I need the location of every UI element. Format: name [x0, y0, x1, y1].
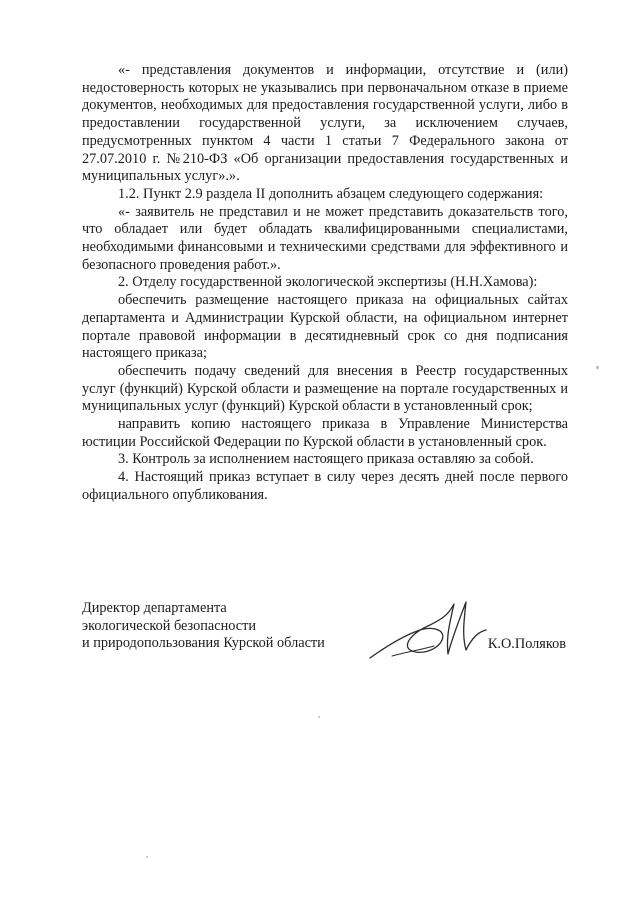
signatory-position — [82, 600, 325, 653]
paragraph-document-list: «- представления документов и информации, отсутствие и (или) недостоверность которых не указывались при первоначальном отказе в приеме документов, необходимых для предоставления государственной услуги, либо в предоставлении государственной услуги, за исключением случаев, предусмотренных пунктом 4 части 1 статьи 7 Федерального закона от 27.07.2010 г. №210-ФЗ «Об организации предоставления государственных и муниципальных услуг».». — [82, 62, 568, 185]
paragraph-item-3: 3. Контроль за исполнением настоящего приказа оставляю за собой. — [118, 451, 534, 468]
scan-speck — [596, 366, 599, 369]
paragraph-item-4: 4. Настоящий приказ вступает в силу через десять дней после первого официального опубликования. — [82, 469, 568, 503]
position-line-1: Директор департамента — [82, 600, 227, 616]
paragraph-registry-submission: обеспечить подачу сведений для внесения в Реестр государственных услуг (функций) Курской области и размещение на портале государственных и муниципальных услуг (функций) Курской области в установленный срок; — [82, 362, 568, 415]
scan-speck — [318, 716, 320, 718]
paragraph-item-2: 2. Отделу государственной экологической экспертизы (Н.Н.Хамова): — [118, 274, 538, 291]
position-line-3: и природопользования Курской области — [82, 635, 325, 651]
signatory-name: К.О.Поляков — [487, 636, 566, 652]
paragraph-send-copy: направить копию настоящего приказа в Управление Министерства юстиции Российской Федерации по Курской области в установленный срок. — [82, 416, 568, 450]
paragraph-item-1-2: 1.2. Пункт 2.9 раздела II дополнить абзацем следующего содержания: — [118, 185, 544, 202]
document-body — [82, 62, 568, 505]
paragraph-applicant-clause: «- заявитель не представил и не может представить доказательств того, что обладает или будет обладать квалифицированными специалистами, необходимыми финансовыми и техническими средствами для эффективного и безопасного проведения работ.». — [82, 203, 568, 273]
position-line-2: экологической безопасности — [82, 617, 257, 634]
scan-speck — [146, 856, 148, 858]
paragraph-publish-order: обеспечить размещение настоящего приказа на официальных сайтах департамента и Администрации Курской области, на официальном интернет портале правовой информации в десятидневный срок со дня подписания настоящего приказа; — [82, 292, 568, 362]
signature-block — [82, 600, 568, 680]
handwritten-signature — [362, 596, 492, 668]
